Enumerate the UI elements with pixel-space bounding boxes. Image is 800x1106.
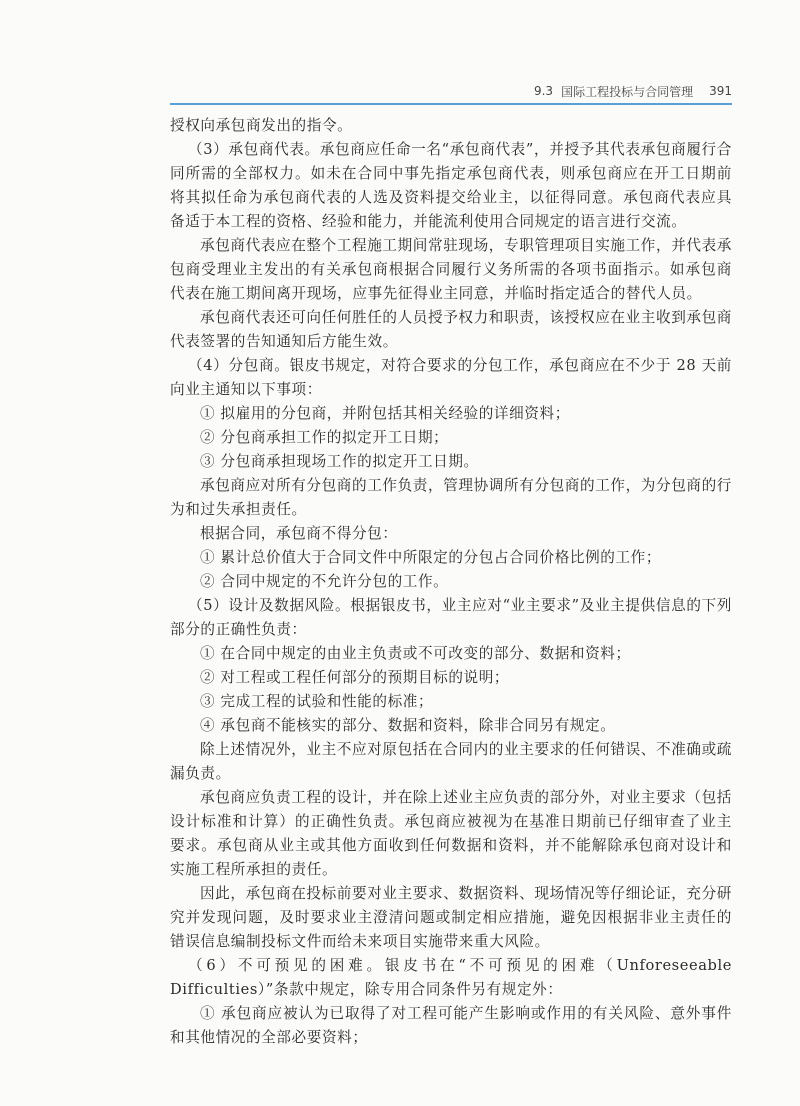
paragraph: 承包商代表应在整个工程施工期间常驻现场，专职管理项目实施工作，并代表承包商受理业主发出的有关承包商根据合同履行义务所需的各项书面指示。如承包商代表在施工期间离开现场，应事先征得业主同意，并临时指定适合的替代人员。 — [170, 237, 732, 302]
list-item: ④ 承包商不能核实的部分、数据和资料，除非合同另有规定。 — [200, 717, 616, 734]
list-item: ③ 完成工程的试验和性能的标准； — [200, 693, 434, 710]
paragraph: 承包商应对所有分包商的工作负责，管理协调所有分包商的工作，为分包商的行为和过失承担责任。 — [170, 477, 732, 518]
list-item: ② 对工程或工程任何部分的预期目标的说明； — [200, 669, 510, 686]
list-item: ② 分包商承担工作的拟定开工日期； — [200, 429, 449, 446]
body-text — [170, 114, 732, 1050]
paragraph: 承包商应负责工程的设计，并在除上述业主应负责的部分外，对业主要求（包括设计标准和计算）的正确性负责。承包商应被视为在基准日期前已仔细审查了业主要求。承包商从业主或其他方面收到任何数据和资料，并不能解除承包商对设计和实施工程所承担的责任。 — [170, 789, 732, 878]
header-rule — [170, 103, 732, 105]
paragraph: 根据合同，承包商不得分包： — [200, 525, 398, 542]
running-header — [170, 80, 732, 102]
paragraph: （6）不可预见的困难。银皮书在“不可预见的困难（Unforeseeable Difficulties）”条款中规定，除专用合同条件另有规定外： — [170, 957, 732, 998]
list-item: ① 承包商应被认为已取得了对工程可能产生影响或作用的有关风险、意外事件和其他情况的全部必要资料； — [170, 1005, 732, 1046]
paragraph: 因此，承包商在投标前要对业主要求、数据资料、现场情况等仔细论证，充分研究并发现问题，及时要求业主澄清问题或制定相应措施，避免因根据非业主责任的错误信息编制投标文件而给未来项目实施带来重大风险。 — [170, 885, 732, 950]
paragraph: （3）承包商代表。承包商应任命一名“承包商代表”，并授予其代表承包商履行合同所需的全部权力。如未在合同中事先指定承包商代表，则承包商应在开工日期前将其拟任命为承包商代表的人选及资料提交给业主，以征得同意。承包商代表应具备适于本工程的资格、经验和能力，并能流利使用合同规定的语言进行交流。 — [170, 141, 732, 230]
paragraph: 授权向承包商发出的指令。 — [170, 117, 353, 134]
paragraph: （5）设计及数据风险。根据银皮书，业主应对“业主要求”及业主提供信息的下列部分的正确性负责： — [170, 597, 732, 638]
paragraph: （4）分包商。银皮书规定，对符合要求的分包工作，承包商应在不少于 28 天前向业主通知以下事项： — [170, 357, 732, 398]
section-title: 国际工程投标与合同管理 — [561, 84, 694, 99]
list-item: ② 合同中规定的不允许分包的工作。 — [200, 573, 449, 590]
list-item: ① 在合同中规定的由业主负责或不可改变的部分、数据和资料； — [200, 645, 631, 662]
page-number: 391 — [709, 84, 732, 98]
list-item: ① 累计总价值大于合同文件中所限定的分包占合同价格比例的工作； — [200, 549, 662, 566]
list-item: ① 拟雇用的分包商，并附包括其相关经验的详细资料； — [200, 405, 570, 422]
list-item: ③ 分包商承担现场工作的拟定开工日期。 — [200, 453, 479, 470]
paragraph: 除上述情况外，业主不应对原包括在合同内的业主要求的任何错误、不准确或疏漏负责。 — [170, 741, 732, 782]
paragraph: 承包商代表还可向任何胜任的人员授予权力和职责，该授权应在业主收到承包商代表签署的告知通知后方能生效。 — [170, 309, 732, 350]
section-number: 9.3 — [533, 84, 554, 98]
